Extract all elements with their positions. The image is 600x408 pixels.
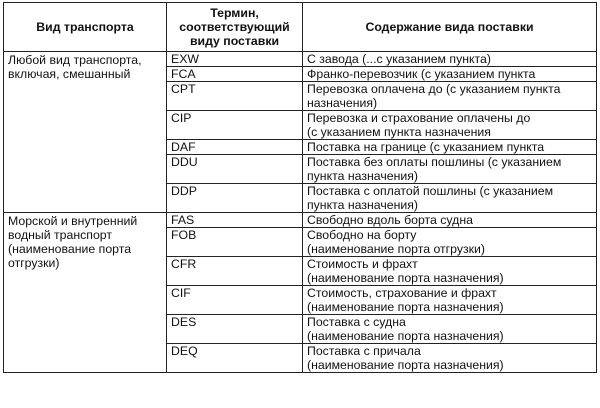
table-row <box>4 213 597 228</box>
content-cell: Поставка с оплатой пошлины (с указанием пункта назначения) <box>303 184 597 213</box>
header-delivery-content: Содержание вида поставки <box>303 3 597 52</box>
content-cell: С завода (...с указанием пункта) <box>303 52 597 67</box>
term-cell: CIF <box>167 286 303 315</box>
term-cell: CPT <box>167 82 303 111</box>
table-row <box>4 52 597 67</box>
content-cell: Поставка с причала (наименование порта назначения) <box>303 344 597 373</box>
content-cell: Франко-перевозчик (с указанием пункта <box>303 67 597 82</box>
delivery-terms-table <box>3 2 597 373</box>
header-row <box>4 3 597 52</box>
term-cell: DEQ <box>167 344 303 373</box>
transport-type-cell: Морской и внутренний водный транспорт (наименование порта отгрузки) <box>4 213 167 373</box>
term-cell: DAF <box>167 140 303 155</box>
term-cell: CIP <box>167 111 303 140</box>
content-cell: Свободно на борту (наименование порта отгрузки) <box>303 228 597 257</box>
term-cell: DDU <box>167 155 303 184</box>
term-cell: CFR <box>167 257 303 286</box>
term-cell: DDP <box>167 184 303 213</box>
content-cell: Перевозка оплачена до (с указанием пункта назначения) <box>303 82 597 111</box>
term-cell: EXW <box>167 52 303 67</box>
content-cell: Поставка с судна (наименование порта назначения) <box>303 315 597 344</box>
content-cell: Стоимость и фрахт (наименование порта назначения) <box>303 257 597 286</box>
content-cell: Стоимость, страхование и фрахт (наименование порта назначения) <box>303 286 597 315</box>
content-cell: Перевозка и страхование оплачены до (с указанием пункта назначения <box>303 111 597 140</box>
content-cell: Поставка на границе (с указанием пункта <box>303 140 597 155</box>
content-cell: Свободно вдоль борта судна <box>303 213 597 228</box>
term-cell: FAS <box>167 213 303 228</box>
term-cell: DES <box>167 315 303 344</box>
header-transport-type: Вид транспорта <box>4 3 167 52</box>
term-cell: FCA <box>167 67 303 82</box>
content-cell: Поставка без оплаты пошлины (с указанием пункта назначения) <box>303 155 597 184</box>
header-term: Термин, соответствующий виду поставки <box>167 3 303 52</box>
term-cell: FOB <box>167 228 303 257</box>
transport-type-cell: Любой вид транспорта, включая, смешанный <box>4 52 167 213</box>
